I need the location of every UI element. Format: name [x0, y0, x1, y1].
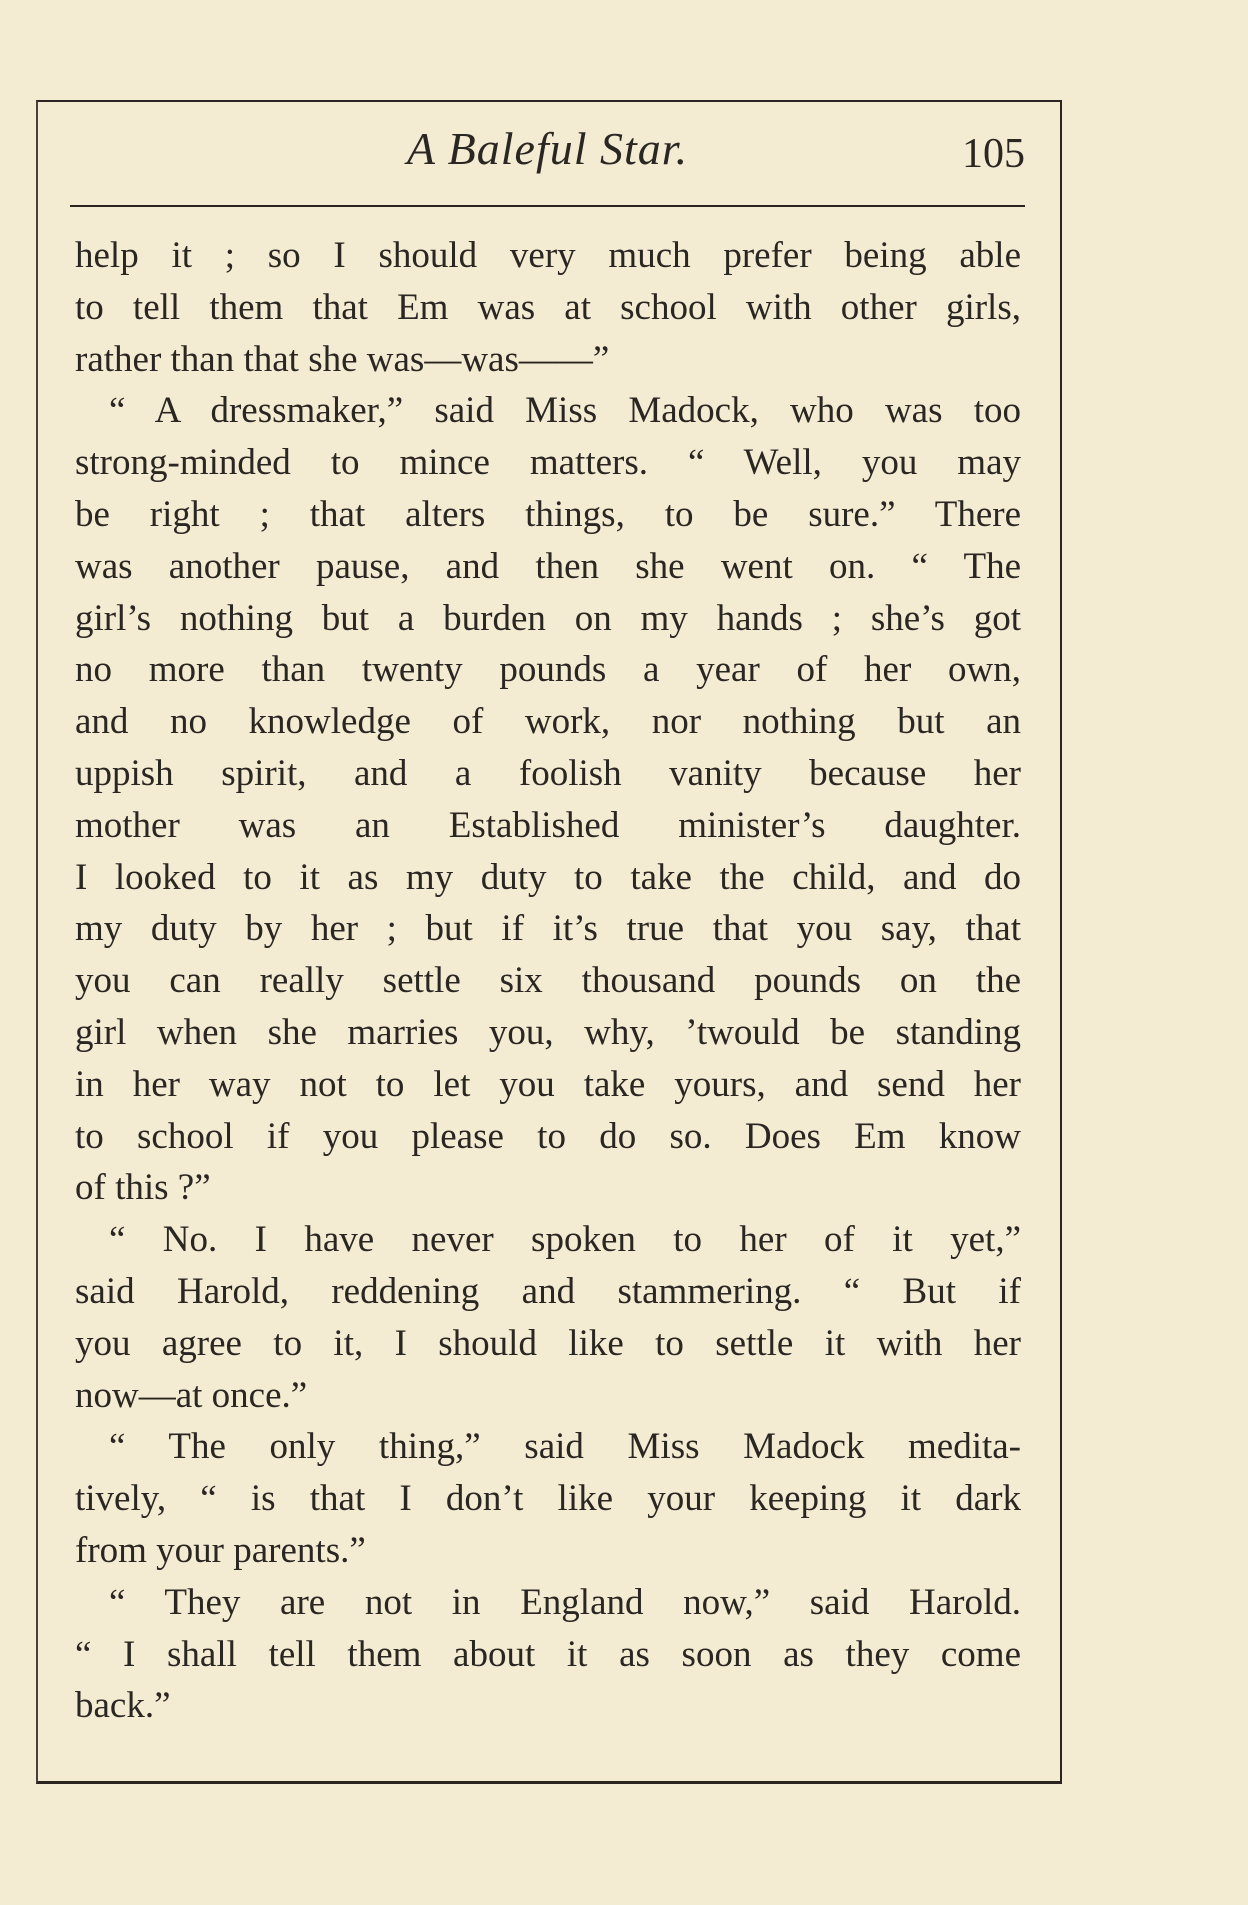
- text-line: be right ; that alters things, to be sure.” There: [75, 493, 1021, 535]
- text-line: “ A dressmaker,” said Miss Madock, who was too: [109, 390, 1021, 432]
- text-line: to tell them that Em was at school with other girls,: [75, 286, 1021, 328]
- page-number: 105: [962, 131, 1025, 177]
- text-line: to school if you please to do so. Does Em know: [75, 1115, 1021, 1157]
- text-line: of this ?”: [75, 1167, 211, 1209]
- header-rule: [70, 205, 1025, 207]
- text-line: in her way not to let you take yours, and send her: [75, 1063, 1021, 1105]
- text-line: you agree to it, I should like to settle it with her: [75, 1322, 1021, 1364]
- text-line: “ No. I have never spoken to her of it yet,”: [109, 1219, 1021, 1261]
- text-line: and no knowledge of work, nor nothing but an: [75, 701, 1021, 743]
- text-line: was another pause, and then she went on. “ The: [75, 545, 1021, 587]
- text-line: “ The only thing,” said Miss Madock medita-: [109, 1426, 1021, 1468]
- text-line: no more than twenty pounds a year of her own,: [75, 649, 1021, 691]
- body-text: [75, 230, 1021, 1732]
- text-line: rather than that she was—was——”: [75, 338, 610, 380]
- text-line: mother was an Established minister’s daughter.: [75, 804, 1021, 846]
- text-line: now—at once.”: [75, 1374, 308, 1416]
- text-line: I looked to it as my duty to take the child, and do: [75, 856, 1021, 898]
- text-line: you can really settle six thousand pounds on the: [75, 960, 1021, 1002]
- text-line: tively, “ is that I don’t like your keeping it dark: [75, 1478, 1021, 1520]
- running-head: [70, 118, 1025, 188]
- running-title: A Baleful Star.: [406, 123, 689, 174]
- text-line: “ I shall tell them about it as soon as they come: [75, 1633, 1021, 1675]
- text-line: back.”: [75, 1685, 171, 1727]
- text-line: help it ; so I should very much prefer being able: [75, 235, 1021, 276]
- text-line: from your parents.”: [75, 1529, 366, 1571]
- text-line: girl when she marries you, why, ’twould be standing: [75, 1011, 1021, 1053]
- text-line: strong-minded to mince matters. “ Well, you may: [75, 442, 1021, 484]
- text-line: uppish spirit, and a foolish vanity because her: [75, 752, 1021, 794]
- text-line: said Harold, reddening and stammering. “ But if: [75, 1270, 1021, 1312]
- text-line: girl’s nothing but a burden on my hands ; she’s got: [75, 597, 1021, 639]
- text-line: “ They are not in England now,” said Harold.: [109, 1581, 1021, 1623]
- text-line: my duty by her ; but if it’s true that you say, that: [75, 908, 1021, 950]
